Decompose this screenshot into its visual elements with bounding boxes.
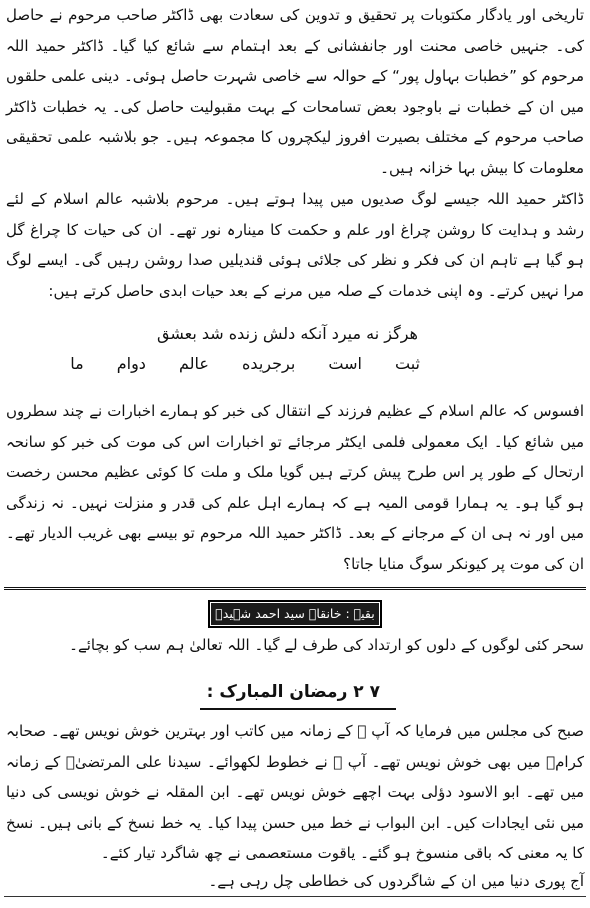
- paragraph-newspapers-lament: افسوس کہ عالم اسلام کے عظیم فرزند کے انتقال کی خبر کو ہمارے اخبارات نے چند سطروں میں شائع کیا۔ ایک معمولی فلمی ایکٹر مرجائے تو اخبارات اس کی موت کی خبر کو سانحہ ارتحال کے طور پر اس طرح پیش کرتے ہیں گویا ملک و ملت کا کوئی عظیم محسن رخصت ہو گیا ہو۔ یہ ہمارا قومی المیہ ہے کہ ہمارے اہل علم کی قدر و منزلت نہیں۔ نہ زندگی میں اور نہ ہی ان کے مرجانے کے بعد۔ ڈاکٹر حمید اللہ مرحوم تو بیسے بھی غریب الدیار تھے۔ ان کی موت پر کیونکر سوگ منایا جاتا؟: [6, 402, 584, 573]
- paragraph-dr-hamidullah-tribute: ڈاکٹر حمید اللہ جیسے لوگ صدیوں میں پیدا ہوتے ہیں۔ مرحوم بلاشبہ عالم اسلام کے لئے رشد و ہدایت کا روشن چراغ اور علم و حکمت کا مینارہ نور تھے۔ ان کی حیات کا چراغ گل ہو گیا ہے تاہم ان کی فکر و نظر کی جلائی ہوئی قندیلیں صدا روشن رہیں گی۔ ایسے لوگ مرا نہیں کرتے۔ وہ اپنی خدمات کے صلہ میں مرنے کے بعد حیات ابدی حاصل کرتے ہیں:: [6, 190, 584, 300]
- continuation-badge: بقیہ : خانقاہ سید احمد شہیدؒ: [208, 600, 382, 628]
- paragraph-continuation: سحر کئی لوگوں کے دلوں کو ارتداد کی طرف لے گیا۔ اللہ تعالیٰ ہم سب کو بچائے۔: [69, 636, 584, 654]
- paragraph-closing-line: آج پوری دنیا میں ان کے شاگردوں کی خطاطی چل رہی ہے۔: [208, 872, 584, 890]
- section-heading-ramadan: ۷ ۲ رمضان المبارک :: [206, 682, 380, 702]
- heading-underline: [200, 708, 396, 710]
- paragraph-manuscripts: تاریخی اور یادگار مکتوبات پر تحقیق و تدوین کی سعادت بھی ڈاکٹر صاحب مرحوم نے حاصل کی۔ جنہیں خاصی محنت اور جانفشانی کے بعد اہتمام سے شائع کیا گیا۔ ڈاکٹر حمید اللہ مرحوم کو ”خطبات بہاول پور“ کے حوالہ سے خاصی شہرت حاصل ہوئی۔ دینی علمی حلقوں میں ان کے خطبات نے باوجود بعض تسامحات کے بہت مقبولیت حاصل کی۔ یہ خطبات ڈاکٹر صاحب مرحوم کے مختلف بصیرت افروز لیکچروں کا مجموعہ ہیں۔ جو بلاشبہ علمی تحقیقی معلومات کا بیش بہا خزانہ ہیں۔: [6, 6, 584, 177]
- persian-verse-line-1: هرگز نه میرد آنکه دلش زنده شد بعشق: [157, 324, 418, 343]
- section-divider: [4, 587, 586, 593]
- closing-rule: [4, 896, 586, 897]
- paragraph-calligraphy-history: صبح کی مجلس میں فرمایا کہ آپ ﷺ کے زمانہ میں کاتب اور بہترین خوش نویس تھے۔ صحابہ کرامؓ میں بھی خوش نویس تھے۔ آپ ﷺ نے خطوط لکھوائے۔ سیدنا علی المرتضیٰؓ کے زمانہ میں تھے۔ ابو الاسود دؤلی بہت اچھے خوش نویس تھے۔ ابن المقلہ نے خوش نویسی کی دنیا میں نئی ایجادات کیں۔ ابن البواب نے خط میں حسن پیدا کیا۔ یہ خط نسخ کے بانی ہیں۔ نسخ کا یہ معنی کہ باقی منسوخ ہو گئے۔ یاقوت مستعصمی نے چھ شاگرد تیار کئے۔: [6, 722, 584, 862]
- persian-verse-line-2: ثبت است برجریده عالم دوام ما: [70, 354, 420, 373]
